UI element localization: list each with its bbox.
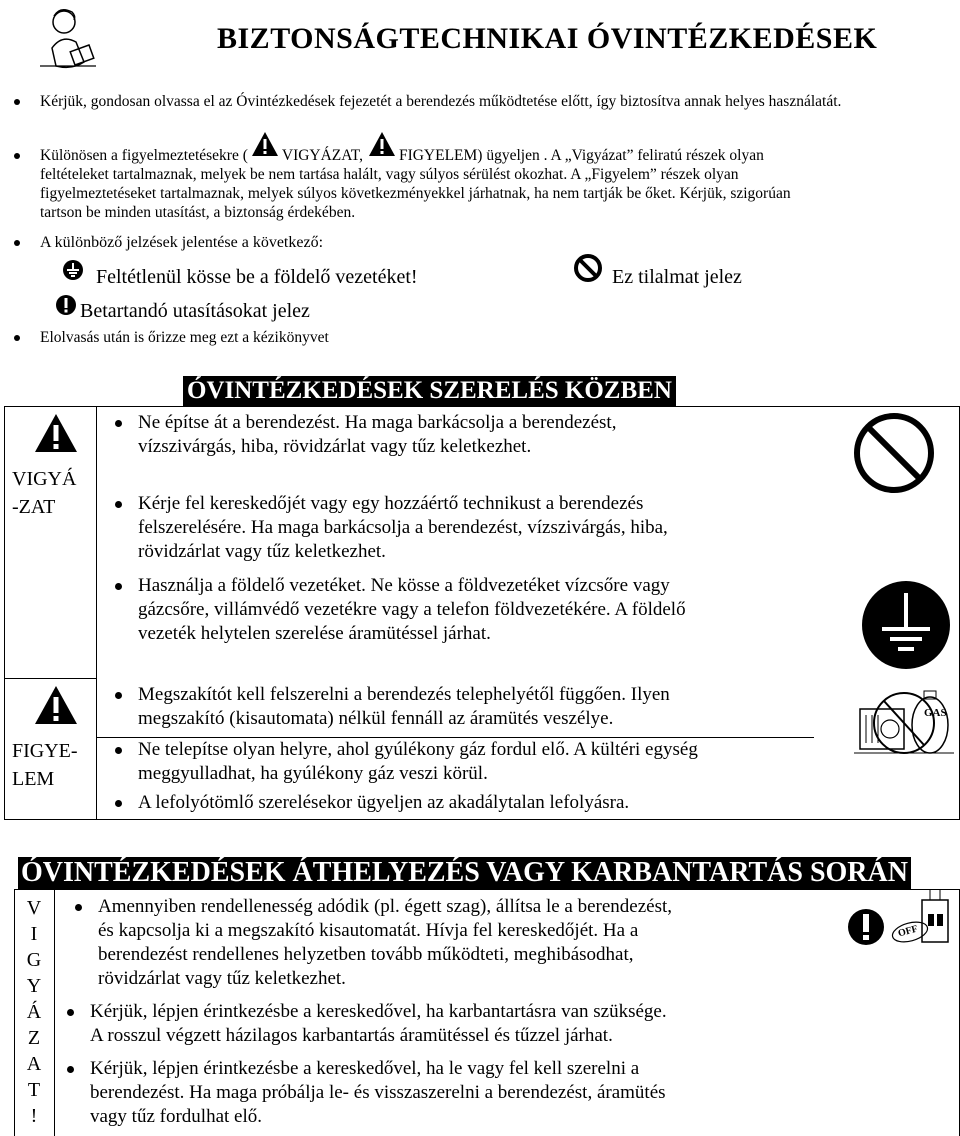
ground-symbol-label: Feltétlenül kösse be a földelő vezetéket! [96, 266, 418, 288]
warning-icon-inline-1 [248, 150, 282, 160]
caution-item-2-line1: Ne telepítse olyan helyre, ahol gyúlékony gáz fordul elő. A kültéri egység [138, 739, 698, 760]
caution-item-2 [138, 738, 698, 786]
intro-vigyazat-text: VIGYÁZAT, [281, 147, 363, 164]
caution-label-line1: FIGYE- [12, 740, 78, 762]
warning-triangle-icon [33, 412, 79, 454]
maintenance-item-3-line1: Kérjük, lépjen érintkezésbe a kereskedővel, ha le vagy fel kell szerelni a [90, 1058, 640, 1079]
maintenance-section-title: ÓVINTÉZKEDÉSEK ÁTHELYEZÉS VAGY KARBANTARTÁS SORÁN [18, 857, 911, 889]
install-row-divider [4, 678, 96, 679]
maintenance-vertical-label [22, 895, 46, 1129]
intro-item-4 [40, 328, 900, 347]
caution-label-line2: LEM [12, 768, 55, 790]
intro-item-1 [40, 92, 900, 111]
install-section-title: ÓVINTÉZKEDÉSEK SZERELÉS KÖZBEN [183, 376, 676, 406]
intro-item-2-text: Különösen a figyelmeztetésekre ( [40, 147, 248, 164]
warning-item-3 [138, 574, 686, 646]
warning-item-2-line1: Kérje fel kereskedőjét vagy egy hozzáértő technikust a berendezés [138, 493, 644, 514]
warning-item-1-line1: Ne építse át a berendezést. Ha maga barkácsolja a berendezést, [138, 412, 617, 433]
intro-item-3 [40, 233, 900, 252]
ground-symbol-icon [62, 259, 84, 281]
ground-large-icon [860, 579, 952, 671]
maintenance-item-3-line2: berendezést. Ha maga próbálja le- és visszaszerelni a berendezést, áramütés [90, 1082, 666, 1103]
vletter-5: Á [26, 1001, 42, 1023]
warning-label-line1: VIGYÁ [12, 468, 77, 490]
warning-icon-inline-2 [363, 150, 399, 160]
maintenance-item-2 [90, 1000, 667, 1048]
intro-item-2-line2: feltételeket tartalmaznak, melyek be nem tartása halált, vagy súlyos sérülést okozhat. A „Figyelem” részek olyan [40, 166, 739, 183]
gas-label: GAS [924, 707, 947, 719]
vletter-6: Z [27, 1027, 41, 1049]
warning-item-1-line2: vízszivárgás, hiba, rövidzárlat vagy tűz keletkezhet. [138, 436, 532, 457]
caution-item-3 [138, 791, 629, 815]
mandatory-symbol-label: Betartandó utasításokat jelez [80, 300, 310, 322]
vletter-1: V [26, 897, 42, 919]
prohibit-symbol-icon [573, 253, 603, 283]
warning-label-line2: -ZAT [12, 496, 56, 518]
caution-triangle-icon [33, 684, 79, 726]
maintenance-item-1-line2: és kapcsolja ki a megszakító kisautomatát. Hívja fel kereskedőjét. Ha a [98, 920, 639, 941]
intro-item-2-line4: tartson be minden utasítást, a biztonság érdekében. [40, 204, 356, 221]
vletter-3: G [26, 949, 42, 971]
prohibit-large-icon [852, 411, 936, 495]
maintenance-divider [54, 889, 55, 1136]
warning-item-1 [138, 411, 616, 459]
maintenance-item-3-line3: vagy tűz fordulhat elő. [90, 1106, 263, 1127]
breaker-off-illustration [888, 888, 954, 958]
vletter-9: ! [30, 1105, 38, 1127]
warning-label [12, 465, 76, 521]
maintenance-item-1-line4: rövidzárlat vagy tűz keletkezhet. [98, 968, 346, 989]
caution-label [12, 737, 78, 793]
vletter-2: I [30, 923, 38, 945]
caution-item-1-line1: Megszakítót kell felszerelni a berendezés telephelyétől függően. Ilyen [138, 684, 670, 705]
off-label: OFF [896, 923, 920, 940]
warning-item-3-line3: vezeték helytelen szerelése áramütéssel járhat. [138, 623, 491, 644]
maintenance-item-2-line1: Kérjük, lépjen érintkezésbe a kereskedővel, ha karbantartásra van szüksége. [90, 1001, 667, 1022]
caution-item-3-line1: A lefolyótömlő szerelésekor ügyeljen az akadálytalan lefolyásra. [138, 792, 630, 813]
page-title: BIZTONSÁGTECHNIKAI ÓVINTÉZKEDÉSEK [217, 22, 878, 55]
caution-item-1-line2: megszakító (kisautomata) nélkül fennáll az áramütés veszélye. [138, 708, 614, 729]
vletter-7: A [26, 1053, 42, 1075]
mandatory-large-icon [846, 907, 886, 947]
mandatory-symbol-icon [55, 294, 77, 316]
maintenance-item-2-line2: A rosszul végzett házilagos karbantartás áramütéssel és tűzzel járhat. [90, 1025, 613, 1046]
maintenance-item-1-line3: berendezést rendellenes helyzetben tovább működteti, meghibásodhat, [98, 944, 634, 965]
install-divider [96, 406, 97, 820]
warning-item-2-line2: felszerelésére. Ha maga barkácsolja a berendezést, vízszivárgás, hiba, [138, 517, 668, 538]
caution-item-1 [138, 683, 670, 731]
warning-item-3-line2: gázcsőre, villámvédő vezetékre vagy a telefon földvezetékére. A földelő [138, 599, 686, 620]
intro-item-2 [40, 146, 920, 222]
intro-figyelem-text: FIGYELEM) ügyeljen . A „Vigyázat” feliratú részek olyan [398, 147, 764, 164]
vletter-4: Y [26, 975, 42, 997]
caution-item-2-line2: meggyulladhat, ha gyúlékony gáz veszi körül. [138, 763, 488, 784]
intro-item-3-text: A különböző jelzések jelentése a következő: [40, 234, 324, 251]
prohibit-symbol-label: Ez tilalmat jelez [612, 266, 742, 288]
reading-person-logo [32, 4, 100, 74]
warning-item-2-line3: rövidzárlat vagy tűz keletkezhet. [138, 541, 386, 562]
gas-hazard-illustration [852, 683, 956, 763]
warning-item-3-line1: Használja a földelő vezetéket. Ne kösse a földvezetéket vízcsőre vagy [138, 575, 670, 596]
maintenance-item-1 [98, 895, 672, 991]
maintenance-item-3 [90, 1057, 666, 1129]
intro-item-4-text: Elolvasás után is őrizze meg ezt a kézikönyvet [40, 329, 329, 346]
maintenance-item-1-line1: Amennyiben rendellenesség adódik (pl. égett szag), állítsa le a berendezést, [98, 896, 672, 917]
vletter-8: T [27, 1079, 41, 1101]
warning-item-2 [138, 492, 668, 564]
intro-item-2-line3: figyelmeztetéseket tartalmaznak, melyek súlyos következményekkel járhatnak, ha nem tartják be őket. Kérjük, szigorúan [40, 185, 791, 202]
intro-item-1-text: Kérjük, gondosan olvassa el az Óvintézkedések fejezetét a berendezés működtetése előtt, így biztosítva annak helyes használatát. [40, 93, 842, 110]
